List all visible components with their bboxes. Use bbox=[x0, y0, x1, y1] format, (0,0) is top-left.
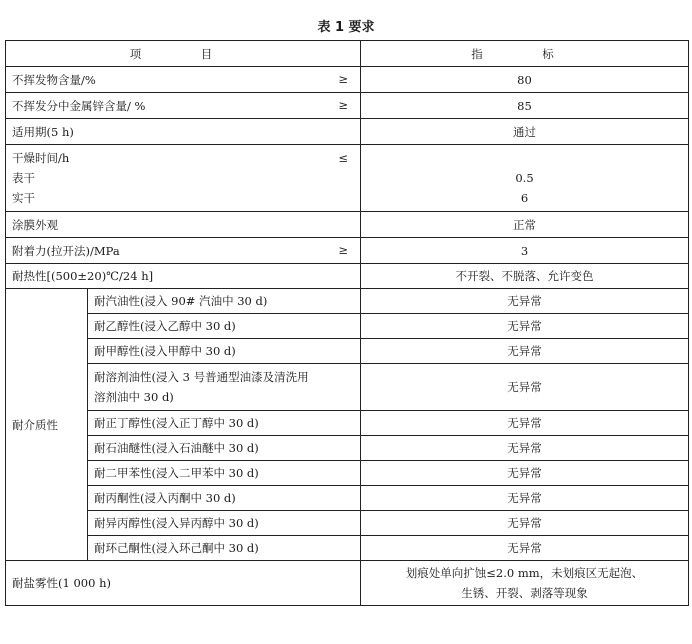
media-item-value: 无异常 bbox=[361, 289, 689, 314]
table-row bbox=[6, 238, 689, 264]
header-spec: 指 标 bbox=[361, 41, 689, 67]
table-row bbox=[6, 536, 689, 561]
table-row bbox=[6, 339, 689, 364]
row-label-text: 不挥发物含量/% bbox=[12, 72, 96, 87]
row-label: 耐热性[(500±20)℃/24 h] bbox=[6, 264, 361, 289]
table-row bbox=[6, 119, 689, 145]
media-item-label-line2: 溶剂油中 30 d) bbox=[94, 390, 174, 404]
table-row bbox=[6, 67, 689, 93]
row-label: 涂膜外观 bbox=[6, 212, 361, 238]
table-row bbox=[6, 93, 689, 119]
row-label-text: 干燥时间/h bbox=[12, 151, 70, 165]
media-item-value: 无异常 bbox=[361, 339, 689, 364]
row-label: 耐盐雾性(1 000 h) bbox=[6, 561, 361, 606]
row-value: 正常 bbox=[361, 212, 689, 238]
media-item-label: 耐乙醇性(浸入乙醇中 30 d) bbox=[88, 314, 361, 339]
media-item-label bbox=[88, 364, 361, 411]
media-item-value: 无异常 bbox=[361, 461, 689, 486]
media-resistance-label: 耐介质性 bbox=[6, 289, 88, 561]
row-label bbox=[6, 238, 361, 264]
media-item-value: 无异常 bbox=[361, 411, 689, 436]
media-item-label: 耐正丁醇性(浸入正丁醇中 30 d) bbox=[88, 411, 361, 436]
drying-time-values bbox=[361, 145, 689, 212]
operator-symbol: ≥ bbox=[338, 97, 348, 112]
table-row bbox=[6, 212, 689, 238]
requirements-table bbox=[5, 40, 689, 606]
header-row bbox=[6, 41, 689, 67]
media-item-label: 耐丙酮性(浸入丙酮中 30 d) bbox=[88, 486, 361, 511]
row-label bbox=[6, 67, 361, 93]
media-item-label: 耐甲醇性(浸入甲醇中 30 d) bbox=[88, 339, 361, 364]
table-row bbox=[6, 461, 689, 486]
media-item-label: 耐异丙醇性(浸入异丙醇中 30 d) bbox=[88, 511, 361, 536]
hard-dry-value: 6 bbox=[520, 191, 529, 205]
media-item-value: 无异常 bbox=[361, 436, 689, 461]
media-item-label: 耐二甲苯性(浸入二甲苯中 30 d) bbox=[88, 461, 361, 486]
row-value: 85 bbox=[361, 93, 689, 119]
row-value: 3 bbox=[361, 238, 689, 264]
table-row bbox=[6, 145, 689, 212]
operator-symbol: ≤ bbox=[338, 151, 348, 165]
hard-dry-label: 实干 bbox=[12, 191, 35, 205]
header-item: 项 目 bbox=[6, 41, 361, 67]
table-row bbox=[6, 511, 689, 536]
media-item-label: 耐环己酮性(浸入环己酮中 30 d) bbox=[88, 536, 361, 561]
row-value: 通过 bbox=[361, 119, 689, 145]
surface-dry-value: 0.5 bbox=[515, 171, 534, 185]
row-label bbox=[6, 93, 361, 119]
media-item-value: 无异常 bbox=[361, 511, 689, 536]
table-caption: 表 1 要求 bbox=[317, 20, 375, 35]
surface-dry-label: 表干 bbox=[12, 171, 35, 185]
table-row bbox=[6, 314, 689, 339]
table-row bbox=[6, 411, 689, 436]
media-item-label-line1: 耐溶剂油性(浸入 3 号普通型油漆及清洗用 bbox=[94, 370, 309, 384]
salt-spray-value-line1: 划痕处单向扩蚀≤2.0 mm，未划痕区无起泡、 bbox=[405, 566, 644, 580]
table-row bbox=[6, 364, 689, 411]
table-row bbox=[6, 289, 689, 314]
media-item-label: 耐汽油性(浸入 90# 汽油中 30 d) bbox=[88, 289, 361, 314]
row-label-text: 附着力(拉开法)/MPa bbox=[12, 243, 120, 258]
salt-spray-value-line2: 生锈、开裂、剥落等现象 bbox=[461, 586, 588, 600]
row-label: 适用期(5 h) bbox=[6, 119, 361, 145]
table-row bbox=[6, 561, 689, 606]
media-item-label: 耐石油醚性(浸入石油醚中 30 d) bbox=[88, 436, 361, 461]
drying-time-label bbox=[6, 145, 361, 212]
row-value: 不开裂、不脱落、允许变色 bbox=[361, 264, 689, 289]
table-row bbox=[6, 264, 689, 289]
media-item-value: 无异常 bbox=[361, 314, 689, 339]
row-label-text: 不挥发分中金属锌含量/ % bbox=[12, 98, 146, 113]
media-item-value: 无异常 bbox=[361, 486, 689, 511]
table-row bbox=[6, 486, 689, 511]
operator-symbol: ≥ bbox=[338, 71, 348, 86]
salt-spray-value bbox=[361, 561, 689, 606]
operator-symbol: ≥ bbox=[338, 242, 348, 257]
row-value: 80 bbox=[361, 67, 689, 93]
table-row bbox=[6, 436, 689, 461]
media-item-value: 无异常 bbox=[361, 364, 689, 411]
media-item-value: 无异常 bbox=[361, 536, 689, 561]
